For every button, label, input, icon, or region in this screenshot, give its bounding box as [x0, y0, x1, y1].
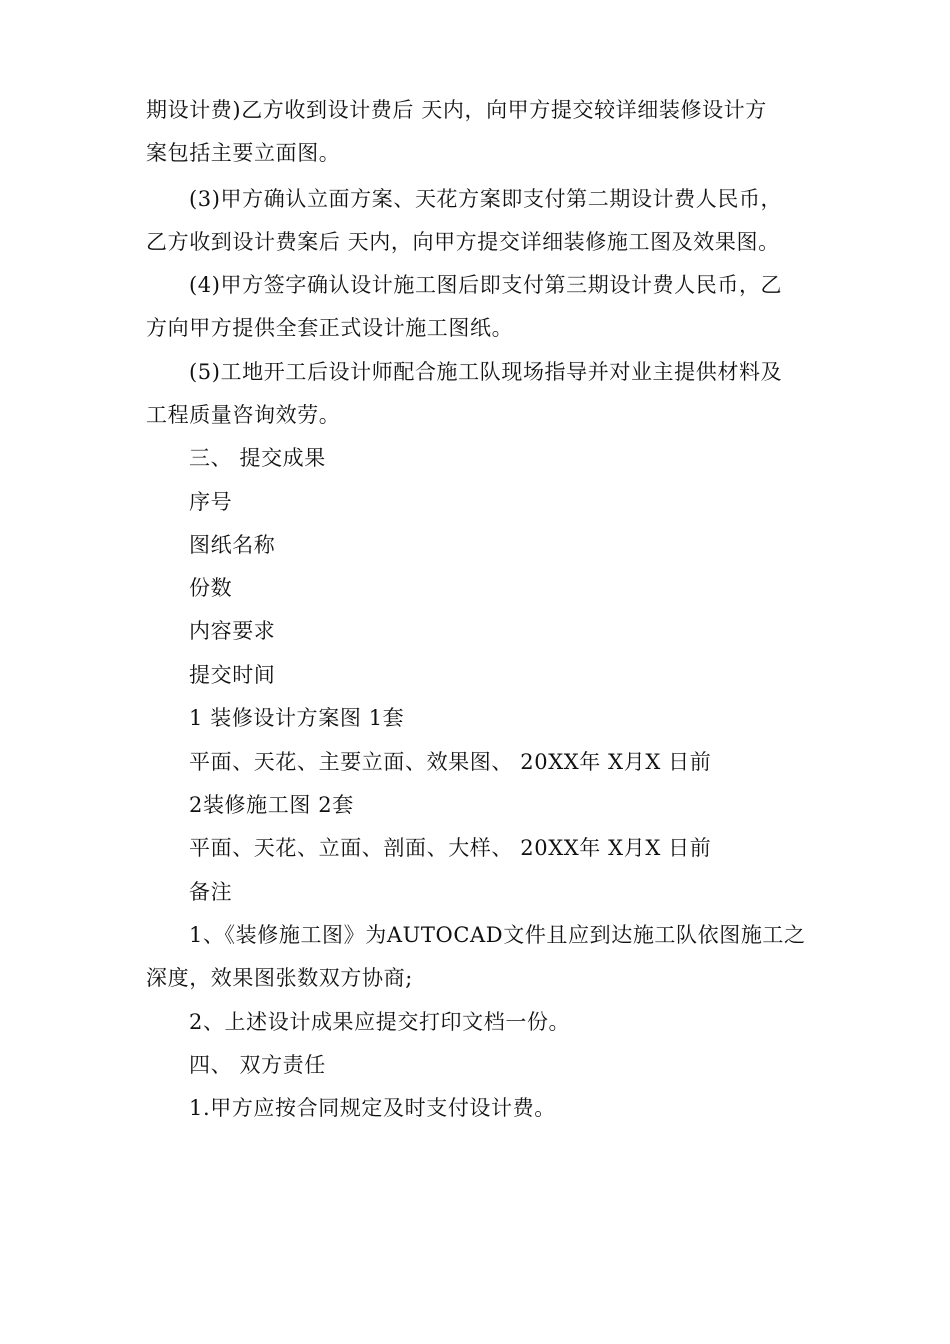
paragraph-line: (3)甲方确认立面方案、天花方案即支付第二期设计费人民币， — [189, 187, 783, 211]
paragraph-line: 案包括主要立面图。 — [146, 141, 341, 165]
paragraph-line: 深度，效果图张数双方协商; — [146, 966, 413, 990]
table-row-text: 1 装修设计方案图 1套 — [189, 706, 405, 730]
paragraph-line: (4)甲方签字确认设计施工图后即支付第三期设计费人民币，乙 — [189, 273, 783, 297]
table-row-text: 平面、天花、立面、剖面、大样、 20XX年 X月X 日前 — [189, 836, 712, 860]
paragraph-line: 1、《装修施工图》为AUTOCAD文件且应到达施工队依图施工之 — [189, 923, 806, 947]
table-header-cell: 内容要求 — [189, 619, 276, 643]
paragraph-line: 工程质量咨询效劳。 — [146, 403, 341, 427]
paragraph-line: (5)工地开工后设计师配合施工队现场指导并对业主提供材料及 — [189, 360, 783, 384]
table-header-cell: 图纸名称 — [189, 533, 276, 557]
section-heading: 三、 提交成果 — [189, 446, 326, 470]
table-row-text: 平面、天花、主要立面、效果图、 20XX年 X月X 日前 — [189, 750, 712, 774]
table-header-cell: 提交时间 — [189, 663, 276, 687]
note-heading: 备注 — [189, 880, 233, 904]
paragraph-line: 2、上述设计成果应提交打印文档一份。 — [189, 1010, 571, 1034]
paragraph-line: 期设计费)乙方收到设计费后 天内，向甲方提交较详细装修设计方 — [146, 98, 767, 122]
paragraph-line: 方向甲方提供全套正式设计施工图纸。 — [146, 316, 514, 340]
table-header-cell: 序号 — [189, 490, 233, 514]
paragraph-line: 乙方收到设计费案后 天内，向甲方提交详细装修施工图及效果图。 — [146, 230, 780, 254]
section-heading: 四、 双方责任 — [189, 1053, 326, 1077]
table-row-text: 2装修施工图 2套 — [189, 793, 354, 817]
table-header-cell: 份数 — [189, 576, 233, 600]
paragraph-line: 1.甲方应按合同规定及时支付设计费。 — [189, 1096, 556, 1120]
